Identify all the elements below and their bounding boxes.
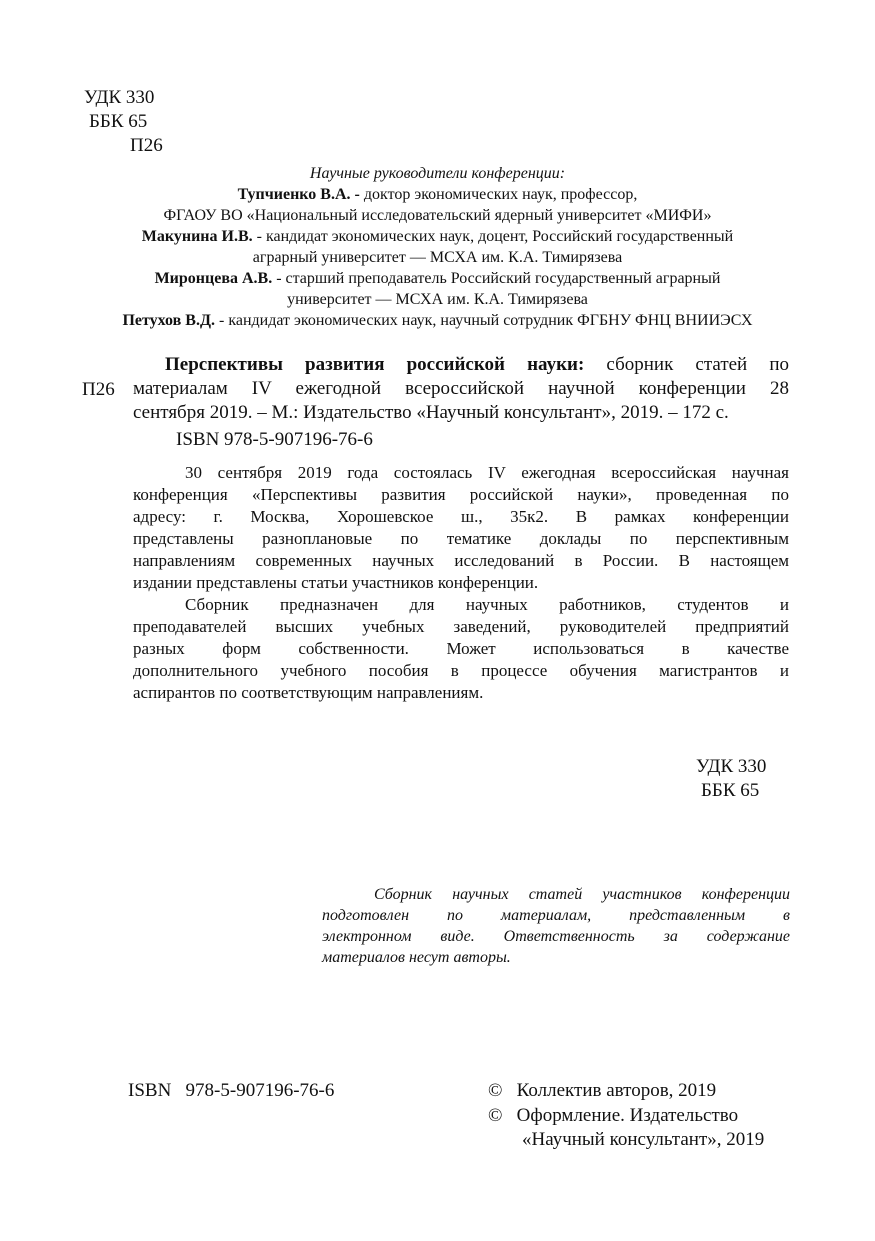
disclaimer-line: электронном виде. Ответственность за содержание (322, 928, 790, 945)
abstract-p2-line: Сборник предназначен для научных работников, студентов и (185, 595, 789, 614)
bib-line-2: материалам IV ежегодной всероссийской научной конференции 28 (133, 378, 789, 399)
disclaimer-line: подготовлен по материалам, представленным в (322, 907, 790, 924)
supervisors-heading: Научные руководители конференции: (309, 165, 566, 182)
bib-entry (133, 353, 789, 425)
supervisor-1-line1: доктор экономических наук, профессор, (359, 186, 638, 203)
udk-top: УДК 330 (84, 87, 155, 108)
abstract-p1-line: адресу: г. Москва, Хорошевское ш., 35к2. В рамках конференции (133, 507, 789, 526)
abstract-p1-line: издании представлены статьи участников конференции. (133, 573, 539, 592)
bib-side-code: П26 (82, 379, 115, 400)
abstract-paragraph-1 (133, 462, 789, 594)
supervisor-2-line2: аграрный университет — МСХА им. К.А. Тимирязева (252, 249, 623, 266)
disclaimer (322, 884, 790, 968)
copyright-authors: © Коллектив авторов, 2019 (488, 1080, 717, 1101)
abstract-p1-line: конференция «Перспективы развития российской науки», проведенная по (133, 485, 789, 504)
abstract-p2-line: преподавателей высших учебных заведений, руководителей предприятий (133, 617, 789, 636)
abstract-p1-line: 30 сентября 2019 года состоялась IV ежегодная всероссийская научная (185, 463, 789, 482)
copyright-publisher: «Научный консультант», 2019 (522, 1129, 765, 1150)
bib-line-1 (133, 353, 789, 377)
supervisor-2-line1: - кандидат экономических наук, доцент, Российский государственный (252, 228, 734, 245)
supervisor-4-name: Петухов В.Д. (122, 312, 215, 329)
author-code-top: П26 (130, 135, 163, 156)
abstract-p1-line: направлениям современных научных исследований в России. В настоящем (133, 551, 789, 570)
supervisor-3-line1: - старший преподаватель Российский государственный аграрный (272, 270, 721, 287)
abstract-p2-line: разных форм собственности. Может использоваться в качестве (133, 639, 789, 658)
udk-bottom: УДК 330 (696, 756, 767, 777)
supervisors-block (30, 163, 845, 331)
disclaimer-line: Сборник научных статей участников конференции (374, 886, 790, 903)
bib-isbn: ISBN 978-5-907196-76-6 (176, 429, 373, 450)
bbk-bottom: ББК 65 (701, 780, 760, 801)
abstract-p2-line: дополнительного учебного пособия в процессе обучения магистрантов и (133, 661, 789, 680)
supervisor-2 (30, 226, 845, 247)
abstract-p1-line: представлены разноплановые по тематике доклады по перспективным (133, 529, 789, 548)
supervisor-1-line2: ФГАОУ ВО «Национальный исследовательский ядерный университет «МИФИ» (163, 207, 712, 224)
abstract-p2-line: аспирантов по соответствующим направлениям. (133, 683, 484, 702)
bib-line-1-rest: сборник статей по (584, 354, 789, 375)
abstract-paragraph-2 (133, 594, 789, 704)
supervisor-2-name: Макунина И.В. (141, 228, 253, 245)
copyright-design: © Оформление. Издательство (488, 1105, 739, 1126)
footer-isbn: ISBN 978-5-907196-76-6 (128, 1080, 335, 1101)
bbk-top: ББК 65 (89, 111, 148, 132)
bib-line-3: сентября 2019. – М.: Издательство «Научный консультант», 2019. – 172 с. (133, 402, 729, 423)
supervisor-4 (30, 310, 845, 331)
supervisor-3-line2: университет — МСХА им. К.А. Тимирязева (287, 291, 588, 308)
supervisor-3-name: Миронцева А.В. (154, 270, 273, 287)
bib-title: Перспективы развития российской науки: (165, 354, 585, 375)
disclaimer-line: материалов несут авторы. (322, 949, 511, 966)
supervisor-3 (30, 268, 845, 289)
supervisor-1-name: Тупчиенко В.А. - (237, 186, 360, 203)
supervisor-1 (30, 184, 845, 205)
supervisor-4-line1: - кандидат экономических наук, научный сотрудник ФГБНУ ФНЦ ВНИИЭСХ (214, 312, 753, 329)
